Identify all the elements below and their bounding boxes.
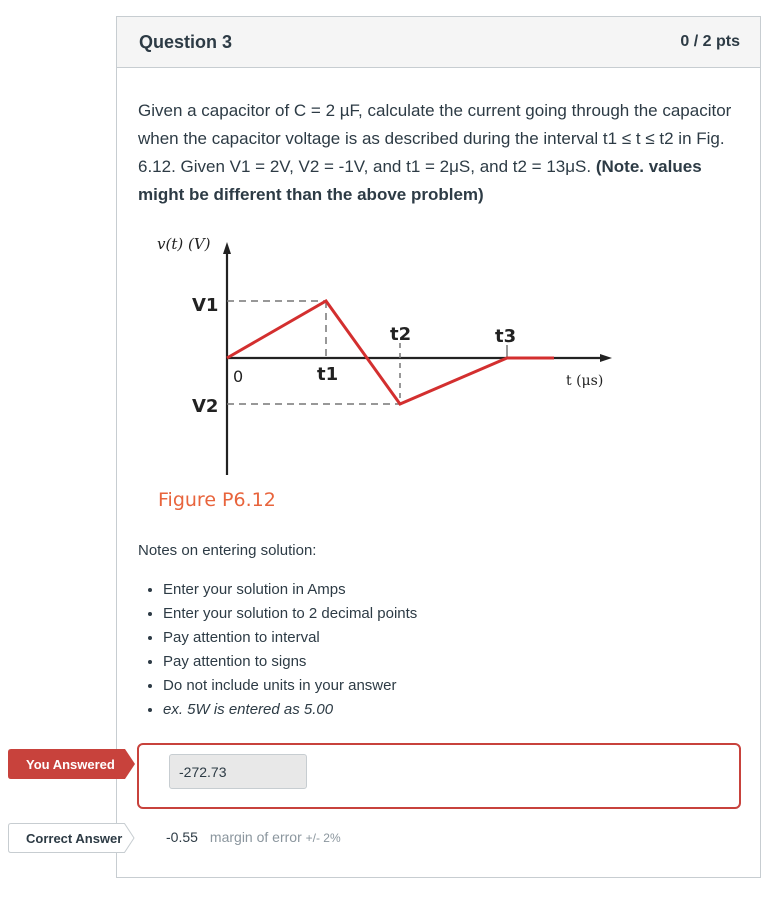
notes-heading: Notes on entering solution: [138, 542, 317, 559]
margin-label: margin of error [209, 829, 302, 845]
question-text-note: (Note. values might be different than the above problem) [138, 157, 702, 204]
t1-label: t1 [317, 364, 339, 385]
notes-list [138, 578, 417, 722]
you-answered-tag [8, 749, 135, 779]
origin-label: 0 [233, 367, 244, 386]
y-axis-label: v(t) (V) [157, 235, 211, 253]
answer-input[interactable]: -272.73 [169, 754, 307, 789]
correct-answer-row [166, 829, 341, 845]
figure-caption: Figure P6.12 [158, 489, 276, 511]
x-axis-arrow-icon [600, 354, 612, 362]
question-text-main: Given a capacitor of C = 2 µF, calculate the current going through the capacitor when the capacitor voltage is as described during the interval t1 ≤ t ≤ t2 in Fig. 6.12. Given V1 = 2V, V2 = -1V, and t1 = 2μS, and t2 = 13μS. [138, 101, 732, 176]
notes-item: • Pay attention to interval [163, 626, 417, 650]
correct-answer-label: Correct Answer [26, 830, 123, 846]
correct-answer-value: -0.55 [166, 829, 198, 845]
voltage-waveform [227, 301, 554, 404]
notes-item: • ex. 5W is entered as 5.00 [163, 698, 417, 722]
question-points: 0 / 2 pts [680, 33, 740, 50]
margin-value: +/- 2% [305, 831, 341, 845]
you-answered-label: You Answered [26, 756, 115, 772]
voltage-figure [140, 230, 620, 520]
margin-of-error [210, 829, 341, 845]
correct-answer-tag [8, 823, 135, 853]
v1-label: V1 [192, 295, 219, 316]
notes-item: • Enter your solution to 2 decimal points [163, 602, 417, 626]
notes-item: • Do not include units in your answer [163, 674, 417, 698]
v2-label: V2 [192, 396, 219, 417]
notes-item: • Pay attention to signs [163, 650, 417, 674]
notes-item: • Enter your solution in Amps [163, 578, 417, 602]
question-header [117, 17, 760, 68]
t2-label: t2 [390, 324, 412, 345]
question-text [138, 97, 738, 209]
x-axis-label: t (μs) [566, 373, 604, 389]
voltage-graph [140, 230, 620, 520]
y-axis-arrow-icon [223, 242, 231, 254]
t3-label: t3 [495, 326, 517, 347]
question-title: Question 3 [139, 31, 233, 52]
answer-box [137, 743, 741, 809]
